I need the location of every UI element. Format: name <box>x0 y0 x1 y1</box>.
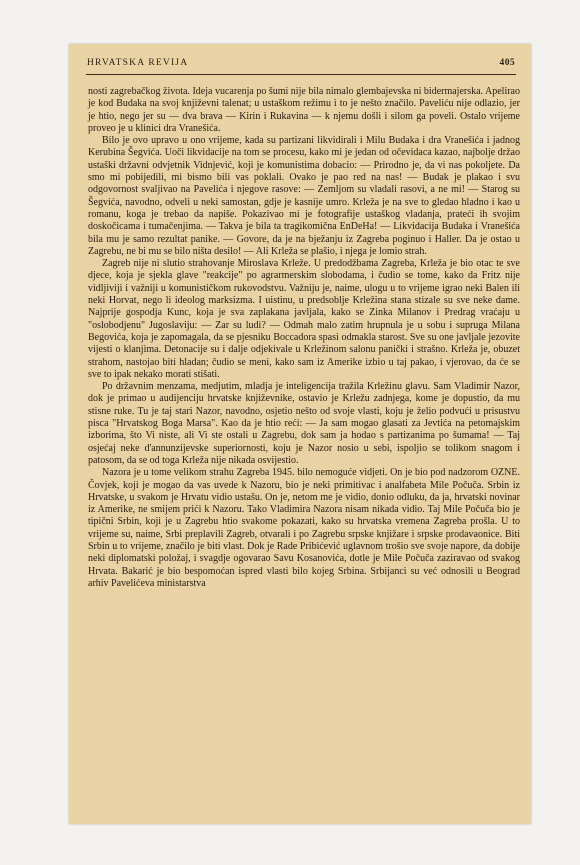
paragraph: Po državnim menzama, medjutim, mladja je inteligencija tražila Krležinu glavu. Sam Vladimir Nazor, dok je primao u audijenciju hrvatske književnike, ostavio je Krležu zadnjega, kome je dopustio, da mu stisne ruke. Tu je taj stari Nazor, navodno, osjetio nešto od svoje vlasti, koju je želio podvući u prisustvu pisca "Hrvatskog Boga Marsa". Kao da je htio reći: — Ja sam mogao glasati za Jevtića na petomajskim izborima, što Vi niste, ali Vi ste ostali u Zagrebu, dok sam ja hodao s partizanima po šumama! — Taj osjećaj neke d'annunzijevske superiornosti, koju je Nazor nosio u sebi, ispoljio se tolikom snagom i patosom, da se od toga Krleža nije nikada osvijestio. <box>88 381 520 466</box>
paragraph: Nazora je u tome velikom strahu Zagreba 1945. bilo nemoguće vidjeti. On je bio pod nadzorom OZNE. Čovjek, koji je mogao da vas uvede k Nazoru, bio je neki primitivac i analfabeta Mile Počuča. Srbin iz Hrvatske, u svakom je Hrvatu vidio ustašu. On je, netom me je vidio, donio odluku, da ja, hrvatski novinar iz Amerike, ne smijem prići k Nazoru. Tako Vladimira Nazora nisam nikada vidio. Taj Mile Počuča bio je tipični Srbin, koji je u Zagrebu htio svakome pokazati, kako su hrvatska vremena Zagreba prošla. U to vrijeme su, naime, Srbi preplavili Zagreb, otvarali i po Zagrebu srpske knjižare i srpske prodavaonice. Biti Srbin u to vrijeme, značilo je biti vlast. Dok je Rade Pribićević uglavnom trošio sve svoje napore, da dobije neki diplomatski položaj, i svagdje ogovarao Savu Kosanovića, dotle je Mile Počuča zaziravao od svakog Hrvata. Bakarić je bio bespomoćan ispred vlasti bilo kojeg Srbina. Srbijanci su već odnosili u Beograd arhiv Pavelićeva ministarstva <box>88 467 520 589</box>
running-header <box>87 58 515 68</box>
page-number: 405 <box>499 58 515 68</box>
paragraph: Zagreb nije ni slutio strahovanje Miroslava Krleže. U predodžbama Zagreba, Krleža je bio otac te sve djece, koja je sjekla glave "reakcije" po agrarmerskim slobodama, i čudio se tome, kako da Fritz nije vidljiviji i važniji u komunističkom rukovodstvu. Važniju je, naime, ulogu u to vrijeme igrao neki Balen ili neki Horvat, nego li ideolog marksizma. I uistinu, u predsoblje Krležina stana stizale su sve neke dame. Najprije gospodja Kunc, koja je sva zaplakana javljala, kako se Zinka Milanov i Predrag vraćaju u "oslobodjenu" Jugoslaviju: — Zar su ludi? — Odmah malo zatim hrupnula je u sobu i supruga Milana Begovića, koja je zapomagala, da se pjesniku Boccadora spasi odmakla starost. Sve su one javljale jezovite vijesti o klanjima. Detonacije su i dalje odjekivale u Krležinom salonu panički i strašno. Krleža je, obuzet strahom, nastojao biti hladan; čudio se meni, kako sam iz Amerike izbio u taj pakao, i vjerovao, da će se sve to ipak nekako morati stišati. <box>88 258 520 380</box>
paragraph: Bilo je ovo upravo u ono vrijeme, kada su partizani likvidirali i Milu Budaka i dra Vranešića i jadnog Kerubina Šegvića. Uoči likvidacije na tom se procesu, kako mi je jedan od očevidaca kazao, najbolje držao ustaški državni odvjetnik Vidnjević, koji je komunistima dobacio: — Prirodno je, da vi nas pokoljete. Da smo mi pobijedili, mi bismo bili vas poklali. Ovako je pao red na nas! — Budak je plakao i svu odgovornost svaljivao na Pavelića i njegove rasove: — Zemljom su vladali rasovi, a ne mi! — Starog su Šegvića, navodno, odveli u neki samostan, gdje je kasnije umro. Krleža je na sve to gledao hladno i kao u romanu, koga je trebao da napiše. Pokazivao mi je fotografije ustaškog vladanja, prateći ih svojim doskočicama i tumačenjima. — Takva je bila ta tragikomična EnDeHa! — Likvidacija Budaka i Vranešića bila mu je samo rezultat panike. — Govore, da je na bježanju iz Zagreba poginuo i Haller. Da je ostao u Zagrebu, ne bi mu se bilo ništa desilo! — Ali Krleža se plašio, i njega je lomio strah. <box>88 135 520 257</box>
body-text <box>88 86 520 590</box>
header-rule <box>86 74 516 75</box>
book-page <box>69 44 531 824</box>
running-title: HRVATSKA REVIJA <box>87 58 189 68</box>
paragraph: nosti zagrebačkog života. Ideja vucarenja po šumi nije bila nimalo glembajevska ni bidermajerska. Apelirao je kod Budaka na svoj književni talenat; u ustaškom režimu i to je nešto značilo. Paveliću nije odlazio, jer je htio, nego jer su — dva brava — Kirin i Rukavina — k njemu došli i silom ga poveli. Ostalo vrijeme proveo je u klinici dra Vranešića. <box>88 86 520 134</box>
